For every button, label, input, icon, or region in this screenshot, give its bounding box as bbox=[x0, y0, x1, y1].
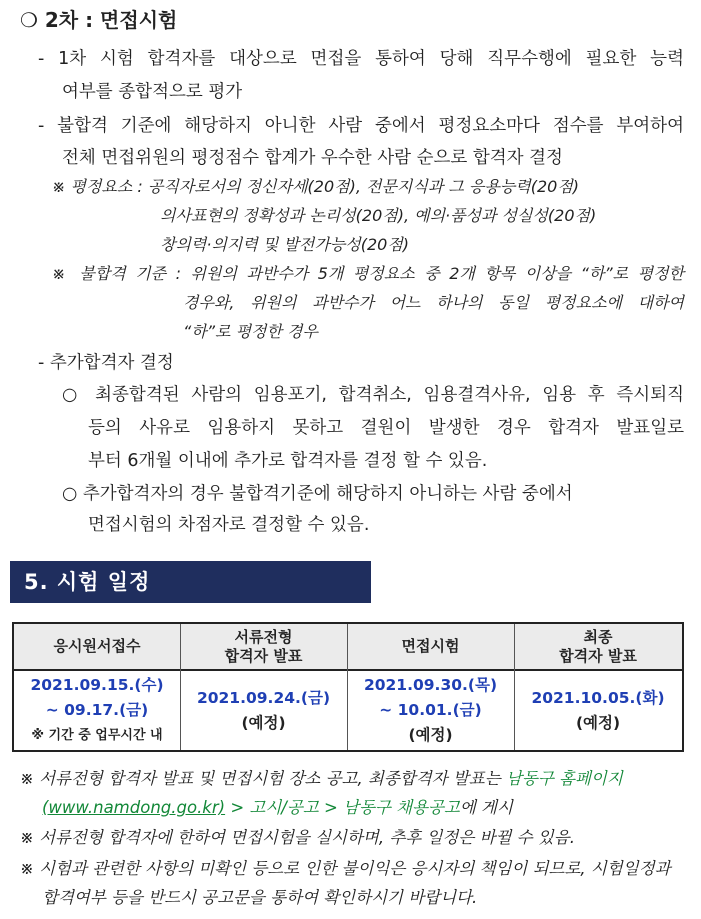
namdong-url-link[interactable]: (www.namdong.go.kr) bbox=[42, 798, 226, 817]
document-result-tentative: (예정) bbox=[241, 713, 286, 732]
note1-suffix: 에 게시 bbox=[459, 798, 513, 817]
schedule-header-final bbox=[514, 624, 682, 669]
application-date-end: ~ 09.17.(금) bbox=[45, 701, 149, 719]
interview-date-end: ~ 10.01.(금) bbox=[379, 701, 482, 719]
stage2-item2-line2: 전체 면접위원의 평정점수 합계가 우수한 사람 순으로 합격자 결정 bbox=[62, 148, 563, 168]
final-result-date: 2021.10.05.(화) bbox=[531, 688, 665, 707]
additional2-line2: 면접시험의 차점자로 결정할 수 있음. bbox=[88, 515, 370, 535]
interview-tentative: (예정) bbox=[408, 726, 453, 744]
header-text: 합격자 발표 bbox=[559, 646, 637, 665]
note1-text: ※ 서류전형 합격자 발표 및 면접시험 장소 공고, 최종합격자 발표는 bbox=[20, 769, 506, 788]
schedule-header-document bbox=[180, 624, 347, 669]
namdong-recruit-path-link[interactable]: > 고시/공고 > 남동구 채용공고 bbox=[225, 798, 460, 817]
header-text: 서류전형 bbox=[234, 627, 293, 646]
note2: ※ 서류전형 합격자에 한하여 면접시험을 실시하며, 추후 일정은 바뀔 수 있음. bbox=[20, 828, 575, 847]
fail-line1: ※ 불합격 기준 : 위원의 과반수가 5개 평정요소 중 2개 항목 이상을 “하”로 평정한 bbox=[52, 264, 684, 283]
table-divider bbox=[180, 624, 181, 750]
criteria-line3: 창의력·의지력 및 발전가능성(20점) bbox=[160, 235, 410, 254]
note3-line1: ※ 시험과 관련한 사항의 미확인 등으로 인한 불이익은 응시자의 책임이 되므로, 시험일정과 bbox=[20, 859, 671, 878]
header-text: 면접시험 bbox=[401, 637, 460, 655]
header-text: 응시원서접수 bbox=[53, 637, 141, 655]
schedule-interview-cell bbox=[347, 671, 514, 750]
application-date-start: 2021.09.15.(수) bbox=[30, 676, 164, 694]
fail-line2: 경우와, 위원의 과반수가 어느 하나의 동일 평정요소에 대하여 bbox=[183, 293, 684, 312]
schedule-table bbox=[12, 622, 684, 752]
additional-heading: - 추가합격자 결정 bbox=[38, 353, 174, 373]
note1-line2 bbox=[42, 795, 513, 821]
header-text: 최종 bbox=[583, 627, 613, 646]
stage2-item2-line1: - 불합격 기준에 해당하지 아니한 사람 중에서 평정요소마다 점수를 부여하여 bbox=[38, 116, 684, 136]
schedule-final-cell bbox=[514, 671, 682, 750]
section5-title: 5. 시험 일정 bbox=[10, 561, 371, 603]
criteria-line2: 의사표현의 정확성과 논리성(20점), 예의·품성과 성실성(20점) bbox=[160, 206, 597, 225]
namdong-homepage-link[interactable]: 남동구 홈페이지 bbox=[505, 769, 623, 788]
table-divider bbox=[347, 624, 348, 750]
additional1-line3: 부터 6개월 이내에 추가로 합격자를 결정 할 수 있음. bbox=[88, 451, 488, 471]
criteria-line1: ※ 평정요소 : 공직자로서의 정신자세(20점), 전문지식과 그 응용능력(20점) bbox=[52, 177, 580, 196]
schedule-document-cell bbox=[180, 671, 347, 750]
stage2-item1-line2: 여부를 종합적으로 평가 bbox=[62, 82, 243, 102]
application-note: ※ 기간 중 업무시간 내 bbox=[31, 728, 163, 743]
schedule-application-cell bbox=[14, 671, 180, 750]
final-result-tentative: (예정) bbox=[575, 713, 621, 732]
additional2-line1: ○ 추가합격자의 경우 불합격기준에 해당하지 아니하는 사람 중에서 bbox=[62, 484, 573, 504]
interview-date-start: 2021.09.30.(목) bbox=[363, 676, 498, 694]
note1-line1 bbox=[20, 766, 623, 792]
additional1-line1: ○ 최종합격된 사람의 임용포기, 합격취소, 임용결격사유, 임용 후 즉시퇴직 bbox=[62, 385, 684, 405]
stage2-item1-line1: - 1차 시험 합격자를 대상으로 면접을 통하여 당해 직무수행에 필요한 능력 bbox=[38, 49, 684, 69]
table-divider bbox=[514, 624, 515, 750]
document-result-date: 2021.09.24.(금) bbox=[196, 688, 331, 707]
schedule-header-application bbox=[14, 624, 180, 669]
header-text: 합격자 발표 bbox=[224, 646, 303, 665]
fail-line3: “하”로 평정한 경우 bbox=[183, 322, 318, 341]
note3-line2: 합격여부 등을 반드시 공고문을 통하여 확인하시기 바랍니다. bbox=[42, 888, 478, 907]
additional1-line2: 등의 사유로 임용하지 못하고 결원이 발생한 경우 합격자 발표일로 bbox=[88, 418, 684, 438]
schedule-header-interview bbox=[347, 624, 514, 669]
table-divider bbox=[14, 669, 682, 671]
stage2-heading: ❍ 2차 : 면접시험 bbox=[20, 8, 178, 32]
